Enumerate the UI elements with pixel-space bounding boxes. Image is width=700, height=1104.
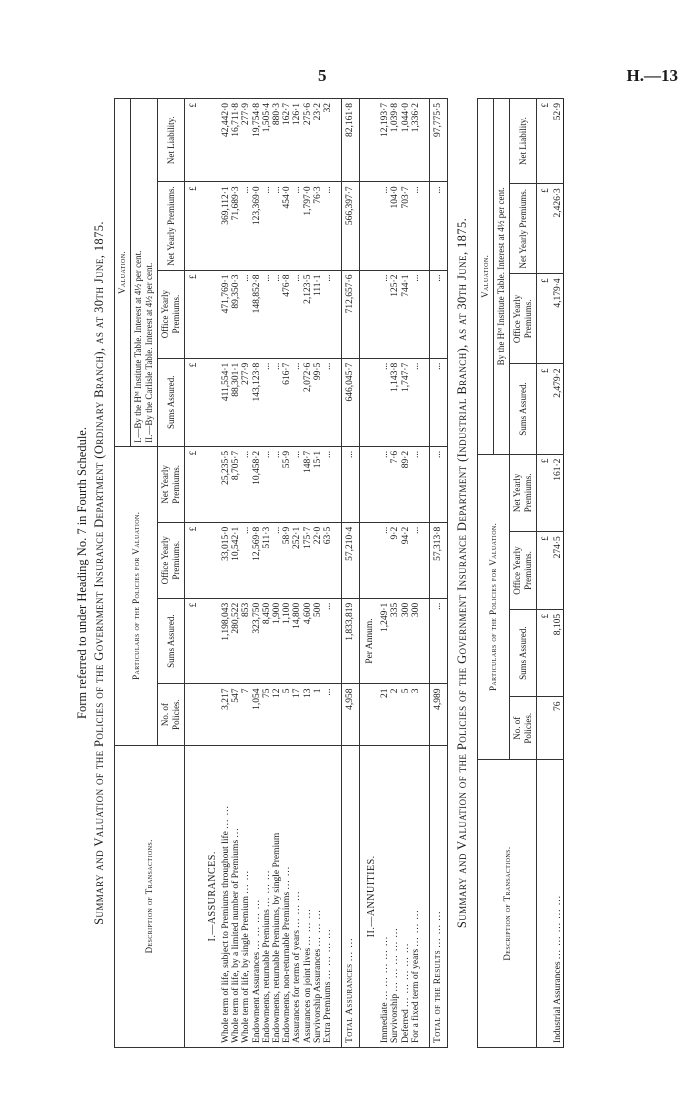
cell-sums-assured: 1,249·1: [380, 598, 390, 684]
cell-sums-assured: 853: [241, 598, 251, 684]
row-description: [282, 745, 292, 1047]
cell-office-premiums: 12,569·8: [252, 522, 262, 598]
cell-val-sums-assured: 2,072·6: [303, 358, 313, 446]
cell-val-net-premiums: ...: [380, 182, 390, 270]
cell-no-policies: 3: [411, 684, 421, 745]
col-valuation: Valuation.: [478, 99, 494, 455]
row-label: Whole term of life, by a limited number of Premiums: [231, 839, 242, 1043]
cell-net-premiums: 25,235·5: [221, 446, 231, 522]
table-row: [292, 99, 302, 1048]
currency-sign: £: [537, 532, 554, 610]
cell-office-premiums: 57,313·8: [430, 522, 448, 598]
cell-val-net-premiums: 703·7: [401, 182, 411, 270]
cell-no-policies: 5: [401, 684, 411, 745]
leader-dots: ... ...: [221, 805, 231, 829]
cell-net-liability: 1,044·0: [401, 99, 411, 182]
cell-val-office-premiums: 712,657·6: [342, 270, 360, 358]
row-description: [231, 745, 241, 1047]
per-annum-label: Per Annum.: [360, 598, 381, 684]
cell-sums-assured: ...: [323, 598, 333, 684]
cell-net-premiums: ...: [411, 446, 421, 522]
ordinary-branch-title: Summary and Valuation of the Policies of the Government Insurance Department (Ordinary Branch), as at 30th June, 1875.: [92, 221, 106, 925]
total-results-row: [430, 99, 448, 1048]
cell-no-policies: 3,217: [221, 684, 231, 745]
cell-net-premiums: 10,458·2: [252, 446, 262, 522]
currency-sign: £: [537, 609, 554, 697]
total-assurances: [342, 99, 360, 1048]
table-row: [411, 99, 421, 1048]
row-label: Endowments, non-returnable Premiums: [282, 891, 293, 1043]
row-label: Survivorship: [390, 993, 401, 1043]
col-no-policies: No. of Policies.: [158, 684, 185, 745]
row-label: Whole term of life, by single Premium: [241, 896, 252, 1043]
cell-net-premiums: 15·1: [313, 446, 323, 522]
currency-sign: £: [537, 184, 554, 274]
currency-sign: £: [185, 446, 202, 522]
form-note: Form referred to under Heading No. 7 in Fourth Schedule.: [75, 427, 89, 719]
currency-sign: £: [537, 364, 554, 454]
industrial-branch-table: [477, 98, 564, 1048]
currency-sign: £: [537, 454, 554, 532]
cell-net-liability: 52·9: [553, 99, 564, 184]
cell-val-net-premiums: 104·0: [390, 182, 400, 270]
col-val-office-premiums: Office Yearly Premiums.: [158, 270, 185, 358]
row-description: [411, 745, 421, 1047]
col-office-premiums: Office Yearly Premiums.: [158, 522, 185, 598]
cell-office-premiums: 252·1: [292, 522, 302, 598]
cell-val-net-premiums: 71,689·3: [231, 182, 241, 270]
industrial-branch-title: Summary and Valuation of the Policies of the Government Insurance Department (Industrial Branch), as at 30th June, 1875.: [455, 217, 470, 929]
cell-net-premiums: ...: [323, 446, 333, 522]
cell-net-premiums: ...: [380, 446, 390, 522]
cell-net-liability: 1,505·4: [262, 99, 272, 182]
cell-val-sums-assured: 1,143·8: [390, 358, 400, 446]
row-description: [323, 745, 333, 1047]
cell-val-office-premiums: ...: [380, 270, 390, 358]
leader-dots: ... ... ... ... ...: [390, 927, 401, 992]
cell-val-office-premiums: 471,769·1: [221, 270, 231, 358]
cell-val-office-premiums: ...: [430, 270, 448, 358]
cell-sums-assured: 323,750: [252, 598, 262, 684]
cell-no-policies: 17: [292, 684, 302, 745]
currency-sign: £: [185, 522, 202, 598]
cell-val-net-premiums: ...: [272, 182, 282, 270]
cell-val-office-premiums: ...: [411, 270, 421, 358]
cell-no-policies: 13: [303, 684, 313, 745]
leader-dots: ... ...: [282, 865, 293, 890]
cell-val-net-premiums: 2,426·3: [553, 184, 564, 274]
cell-val-sums-assured: 616·7: [282, 358, 292, 446]
cell-office-premiums: ...: [380, 522, 390, 598]
cell-office-premiums: 33,015·0: [221, 522, 231, 598]
cell-no-policies: 5: [282, 684, 292, 745]
cell-no-policies: 4,989: [430, 684, 448, 745]
cell-val-sums-assured: 99·5: [313, 358, 323, 446]
cell-net-liability: 162·7: [282, 99, 292, 182]
annuities-rows: [380, 99, 421, 1048]
cell-val-net-premiums: 123,369·0: [252, 182, 262, 270]
cell-val-office-premiums: 744·1: [401, 270, 411, 358]
leader-dots: ... ... ...: [292, 890, 303, 928]
cell-val-sums-assured: 1,747·7: [401, 358, 411, 446]
leader-dots: ... ... ...: [433, 910, 444, 948]
cell-val-office-premiums: 4,179·4: [553, 274, 564, 364]
cell-val-net-premiums: ...: [411, 182, 421, 270]
col-val-net-premiums: Net Yearly Premiums.: [510, 184, 537, 274]
cell-office-premiums: 58·9: [282, 522, 292, 598]
col-net-premiums: Net Yearly Premiums.: [158, 446, 185, 522]
col-net-liability: Net Liability.: [510, 99, 537, 184]
row-label: Total Assurances: [345, 963, 356, 1043]
col-description: Description of Transactions.: [478, 760, 537, 1048]
currency-sign: £: [537, 274, 554, 364]
cell-val-sums-assured: 2,479·2: [553, 364, 564, 454]
document-reference: H.—13: [626, 66, 678, 85]
cell-net-premiums: ...: [272, 446, 282, 522]
row-label: Endowments, returnable Premiums, by single Premium: [272, 832, 283, 1043]
row-label: Endowments, returnable Premiums: [261, 909, 272, 1043]
col-description: Description of Transactions.: [115, 745, 185, 1047]
cell-office-premiums: 22·0: [313, 522, 323, 598]
cell-sums-assured: 300: [411, 598, 421, 684]
cell-office-premiums: 9·2: [390, 522, 400, 598]
cell-net-premiums: 55·9: [282, 446, 292, 522]
row-description: [221, 745, 231, 1047]
col-office-premiums: Office Yearly Premiums.: [510, 532, 537, 610]
table-row: [252, 99, 262, 1048]
leader-dots: ... ... ... ... ...: [400, 942, 411, 1007]
cell-net-liability: 82,161·8: [342, 99, 360, 182]
cell-net-premiums: ...: [292, 446, 302, 522]
cell-net-premiums: 8,705·7: [231, 446, 241, 522]
cell-sums-assured: 8,450: [262, 598, 272, 684]
cell-sums-assured: 300: [401, 598, 411, 684]
leader-dots: ... ... ... ...: [323, 928, 334, 980]
cell-net-liability: 12,193·7: [380, 99, 390, 182]
cell-val-sums-assured: ...: [411, 358, 421, 446]
table-row: [380, 99, 390, 1048]
currency-sign: £: [185, 270, 202, 358]
cell-no-policies: ...: [323, 684, 333, 745]
cell-no-policies: 2: [390, 684, 400, 745]
cell-sums-assured: ...: [430, 598, 448, 684]
assurances-heading: I.—ASSURANCES.: [201, 745, 221, 1047]
cell-val-net-premiums: ...: [430, 182, 448, 270]
col-valuation: Valuation.: [115, 99, 131, 447]
cell-net-liability: 97,775·5: [430, 99, 448, 182]
cell-office-premiums: 274·5: [553, 532, 564, 610]
currency-sign: £: [185, 99, 202, 182]
row-label: Assurances on joint lives: [302, 947, 313, 1043]
cell-no-policies: 1: [313, 684, 323, 745]
row-label: Industrial Assurances: [553, 961, 564, 1043]
cell-val-net-premiums: ...: [323, 182, 333, 270]
currency-sign: £: [537, 99, 554, 184]
table-row: [231, 99, 241, 1048]
row-description: [553, 760, 564, 1048]
total-assurances-row: [342, 99, 360, 1048]
table-row: [401, 99, 411, 1048]
col-particulars: Particulars of the Policies for Valuation.: [478, 454, 510, 759]
ordinary-branch-table: [114, 98, 448, 1048]
col-no-policies: No. of Policies.: [510, 697, 537, 760]
cell-no-policies: 1,054: [252, 684, 262, 745]
col-particulars: Particulars of the Policies for Valuation.: [115, 446, 158, 745]
cell-val-office-premiums: 148,852·8: [252, 270, 262, 358]
cell-office-premiums: ...: [411, 522, 421, 598]
row-description: [252, 745, 262, 1047]
leader-dots: ... ... ... ... ...: [380, 935, 391, 1000]
cell-val-sums-assured: ...: [272, 358, 282, 446]
cell-net-premiums: 7·6: [390, 446, 400, 522]
row-label: Endowment Assurances: [251, 951, 262, 1043]
cell-net-liability: 19,754·8: [252, 99, 262, 182]
cell-net-premiums: 148·7: [303, 446, 313, 522]
annuities-heading: II.—ANNUITIES.: [360, 745, 381, 1047]
cell-office-premiums: 175·7: [303, 522, 313, 598]
cell-val-sums-assured: 143,123·8: [252, 358, 262, 446]
leader-dots: ... ... ...: [302, 908, 313, 946]
assurances-rows: [221, 99, 333, 1048]
row-description: [380, 745, 390, 1047]
row-label: For a fixed term of years: [410, 948, 421, 1043]
row-label: Deferred: [400, 1009, 411, 1043]
cell-val-office-premiums: ...: [262, 270, 272, 358]
cell-val-sums-assured: ...: [380, 358, 390, 446]
row-label: Total of the Results: [433, 950, 444, 1043]
cell-net-liability: 880·3: [272, 99, 282, 182]
currency-sign: £: [185, 182, 202, 270]
col-val-office-premiums: Office Yearly Premiums.: [510, 274, 537, 364]
cell-office-premiums: 511·3: [262, 522, 272, 598]
cell-val-office-premiums: 89,350·3: [231, 270, 241, 358]
cell-no-policies: 4,958: [342, 684, 360, 745]
cell-no-policies: 547: [231, 684, 241, 745]
cell-val-net-premiums: 1,797·0: [303, 182, 313, 270]
leader-dots: ... ...: [241, 870, 252, 894]
cell-val-office-premiums: 2,123·5: [303, 270, 313, 358]
cell-val-sums-assured: ...: [323, 358, 333, 446]
cell-val-sums-assured: ...: [430, 358, 448, 446]
cell-sums-assured: 1,900: [272, 598, 282, 684]
row-label: Immediate: [380, 1002, 391, 1043]
table-row: [390, 99, 400, 1048]
cell-office-premiums: ...: [272, 522, 282, 598]
cell-val-office-premiums: 125·2: [390, 270, 400, 358]
table-row: [313, 99, 323, 1048]
cell-val-net-premiums: 566,397·7: [342, 182, 360, 270]
leader-dots: ... ... ...: [312, 909, 323, 947]
cell-office-premiums: 63·5: [323, 522, 333, 598]
cell-office-premiums: ...: [241, 522, 251, 598]
cell-sums-assured: 4,600: [303, 598, 313, 684]
cell-val-net-premiums: 454·0: [282, 182, 292, 270]
cell-net-liability: 275·6: [303, 99, 313, 182]
row-description: [313, 745, 323, 1047]
cell-val-net-premiums: 369,112·1: [221, 182, 231, 270]
cell-net-premiums: ...: [241, 446, 251, 522]
table-row: [221, 99, 231, 1048]
industrial-assurances-row: [553, 99, 564, 1048]
cell-val-net-premiums: ...: [292, 182, 302, 270]
leader-dots: ... ...: [345, 937, 356, 962]
cell-sums-assured: 8,105: [553, 609, 564, 697]
cell-net-liability: 277·9: [241, 99, 251, 182]
cell-sums-assured: 1,833,819: [342, 598, 360, 684]
currency-sign: £: [185, 358, 202, 446]
col-val-net-premiums: Net Yearly Premiums.: [158, 182, 185, 270]
cell-val-sums-assured: ...: [262, 358, 272, 446]
leader-dots: ... ... ... ...: [251, 898, 262, 950]
row-label: Assurances for terms of years: [292, 930, 303, 1043]
row-description: [241, 745, 251, 1047]
cell-val-office-premiums: ...: [323, 270, 333, 358]
page-number: 5: [318, 66, 327, 85]
cell-val-office-premiums: ...: [292, 270, 302, 358]
cell-val-office-premiums: ...: [241, 270, 251, 358]
row-description: [303, 745, 313, 1047]
leader-dots: ... ... ...: [410, 909, 421, 947]
table-row: [241, 99, 251, 1048]
table-row: [303, 99, 313, 1048]
row-description: [430, 745, 448, 1047]
col-sums-assured: Sums Assured.: [158, 598, 185, 684]
cell-no-policies: 12: [272, 684, 282, 745]
cell-val-sums-assured: 88,301·1: [231, 358, 241, 446]
cell-net-premiums: 89·2: [401, 446, 411, 522]
cell-net-liability: 126·1: [292, 99, 302, 182]
leader-dots: ... ... ... ... ...: [553, 894, 564, 960]
leader-dots: ... ... ...: [261, 869, 272, 907]
row-description: [272, 745, 282, 1047]
cell-sums-assured: 1,198,043: [221, 598, 231, 684]
row-description: [262, 745, 272, 1047]
cell-val-net-premiums: 76·3: [313, 182, 323, 270]
table-row: [262, 99, 272, 1048]
cell-net-liability: 32: [323, 99, 333, 182]
cell-val-sums-assured: 411,554·1: [221, 358, 231, 446]
row-label: Whole term of life, subject to Premiums throughout life: [221, 831, 231, 1043]
cell-sums-assured: 500: [313, 598, 323, 684]
col-sums-assured: Sums Assured.: [510, 609, 537, 697]
cell-sums-assured: 1,100: [282, 598, 292, 684]
total-results: [430, 99, 448, 1048]
cell-no-policies: 7: [241, 684, 251, 745]
cell-office-premiums: 57,210·4: [342, 522, 360, 598]
row-description: [401, 745, 411, 1047]
cell-net-liability: 42,442·0: [221, 99, 231, 182]
leader-dots: ...: [231, 827, 242, 838]
cell-net-liability: 1,039·8: [390, 99, 400, 182]
cell-val-sums-assured: ...: [292, 358, 302, 446]
col-val-sums-assured: Sums Assured.: [510, 364, 537, 454]
col-net-liability: Net Liability.: [158, 99, 185, 182]
valuation-note-2: II.—By the Carlisle Table. Interest at 4½ per cent.: [144, 262, 154, 443]
cell-val-net-premiums: ...: [262, 182, 272, 270]
cell-sums-assured: 280,522: [231, 598, 241, 684]
cell-val-net-premiums: ...: [241, 182, 251, 270]
cell-val-sums-assured: 277·9: [241, 358, 251, 446]
cell-val-office-premiums: 476·8: [282, 270, 292, 358]
cell-val-office-premiums: 111·1: [313, 270, 323, 358]
cell-val-office-premiums: ...: [272, 270, 282, 358]
cell-office-premiums: 10,542·1: [231, 522, 241, 598]
cell-net-liability: 16,711·8: [231, 99, 241, 182]
cell-no-policies: 75: [262, 684, 272, 745]
row-label: Extra Premiums: [323, 981, 334, 1043]
cell-sums-assured: 14,800: [292, 598, 302, 684]
valuation-note: By the Hᴹ Institute Table. Interest at 4½ per cent.: [494, 99, 510, 455]
cell-net-premiums: ...: [342, 446, 360, 522]
col-val-sums-assured: Sums Assured.: [158, 358, 185, 446]
cell-sums-assured: 335: [390, 598, 400, 684]
cell-office-premiums: 94·2: [401, 522, 411, 598]
col-net-premiums: Net Yearly Premiums.: [510, 454, 537, 532]
row-description: [390, 745, 400, 1047]
cell-no-policies: 21: [380, 684, 390, 745]
cell-net-premiums: ...: [430, 446, 448, 522]
rotated-tables: [74, 98, 634, 1048]
table-row: [272, 99, 282, 1048]
valuation-note-1: I.—By the Hᴹ Institute Table. Interest at 4½ per cent.: [133, 250, 143, 443]
row-label: Survivorship Assurances: [312, 948, 323, 1043]
cell-no-policies: 76: [553, 697, 564, 760]
cell-net-premiums: 161·2: [553, 454, 564, 532]
currency-sign: £: [185, 598, 202, 684]
row-description: [292, 745, 302, 1047]
cell-val-sums-assured: 646,045·7: [342, 358, 360, 446]
cell-net-premiums: ...: [262, 446, 272, 522]
industrial-rows: [553, 99, 564, 1048]
cell-net-liability: 23·2: [313, 99, 323, 182]
table-row: [323, 99, 333, 1048]
row-description: [342, 745, 360, 1047]
cell-net-liability: 1,336·2: [411, 99, 421, 182]
table-row: [282, 99, 292, 1048]
